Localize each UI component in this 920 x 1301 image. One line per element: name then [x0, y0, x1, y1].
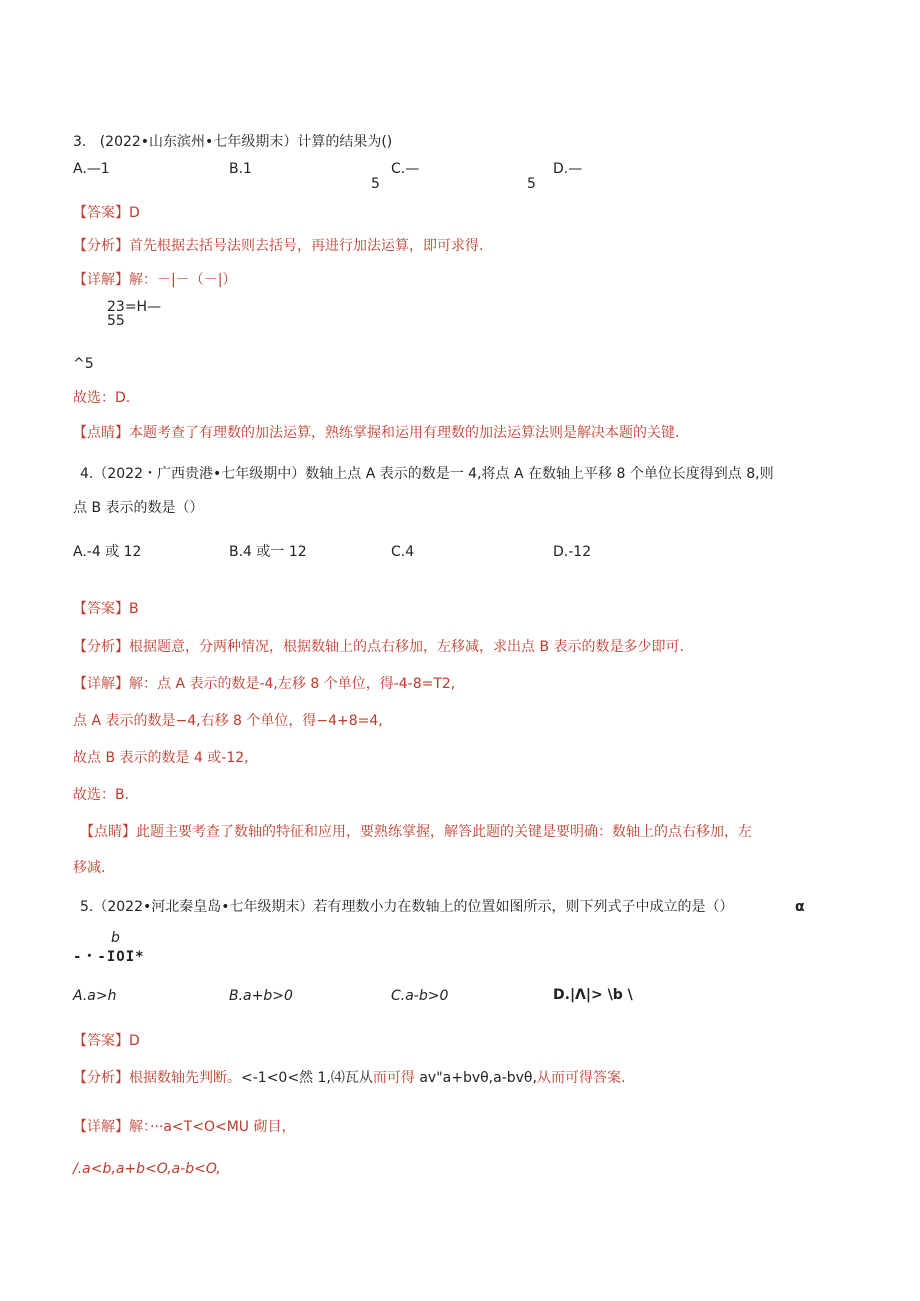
q4-detail-line1: 【详解】解：点 A 表示的数是-4,左移 8 个单位，得-4-8=T2, [73, 676, 456, 692]
q5-option-b: B.a+b>0 [229, 988, 293, 1004]
q4-choose: 故选：B. [73, 787, 130, 803]
q3-answer: 【答案】D [73, 205, 140, 221]
q5-analysis-part1: 【分析】根据数轴先判断。 [73, 1070, 241, 1086]
q5-stem-tail: α [795, 899, 805, 915]
q5-option-a: A.a>h [73, 988, 117, 1004]
q5-analysis-part3: 而可得 [372, 1070, 415, 1086]
q4-comment-line1: 【点睛】此题主要考查了数轴的特征和应用，要熟练掌握，解答此题的关键是要明确：数轴上的点右移加，左 [80, 824, 752, 840]
q3-comment: 【点睛】本题考查了有理数的加法运算，熟练掌握和运用有理数的加法运算法则是解决本题的关键. [73, 425, 680, 441]
q3-calc-line3: ^5 [73, 356, 94, 372]
q3-option-c-denominator: 5 [371, 176, 380, 192]
q4-option-c: C.4 [391, 544, 415, 560]
q5-stem: 5.（2022•河北秦皇岛•七年级期末）若有理数小力在数轴上的位置如图所示，则下列式子中成立的是（） [80, 899, 734, 915]
q3-detail: 【详解】解：－|－（－|） [73, 272, 237, 288]
q3-analysis: 【分析】首先根据去括号法则去括号，再进行加法运算，即可求得. [73, 238, 484, 254]
q4-detail-line2: 点 A 表示的数是−4,右移 8 个单位，得−4+8=4, [73, 713, 383, 729]
q3-option-d-denominator: 5 [527, 176, 536, 192]
q3-option-a: A.—1 [73, 161, 110, 177]
q4-stem-line1: 4.（2022・广西贵港•七年级期中）数轴上点 A 表示的数是一 4,将点 A 在数轴上平移 8 个单位长度得到点 8,则 [80, 466, 774, 482]
q4-option-d: D.-12 [553, 544, 592, 560]
q3-calc-line1: 23=H— [107, 299, 162, 315]
q5-analysis [73, 1069, 625, 1087]
q3-option-c: C.— [391, 161, 420, 177]
q4-option-b: B.4 或一 12 [229, 544, 307, 560]
q5-analysis-part2: <-1<0<然 1,⑷瓦从 [241, 1070, 373, 1086]
q4-comment-line2: 移减. [73, 860, 106, 876]
q3-option-d: D.— [553, 161, 583, 177]
q5-detail-line2: /.a<b,a+b<O,a-b<O, [73, 1161, 221, 1177]
q5-detail-text: 【详解】解：···a<T<O<MU 砌目， [73, 1119, 296, 1135]
q5-answer: 【答案】D [73, 1033, 140, 1049]
q5-option-d: D.|Λ|> \b \ [553, 987, 633, 1003]
q4-detail-line3: 故点 B 表示的数是 4 或-12, [73, 750, 249, 766]
q4-stem-line2: 点 B 表示的数是（） [73, 500, 204, 516]
q4-option-a: A.-4 或 12 [73, 544, 142, 560]
q5-number-line-figure: -・-IOI* [73, 949, 145, 965]
q4-analysis: 【分析】根据题意，分两种情况，根据数轴上的点右移加，左移减，求出点 B 表示的数是多少即可. [73, 639, 684, 655]
q5-option-c: C.a-b>0 [391, 988, 449, 1004]
q4-answer: 【答案】B [73, 601, 139, 617]
q3-calc-line2: 55 [107, 313, 125, 329]
q5-analysis-part4: av"a+bvθ,a-bvθ, [419, 1070, 537, 1086]
q3-stem: 3. (2022•山东滨州•七年级期末）计算的结果为() [73, 134, 393, 150]
q5-figure-label-b: b [111, 930, 120, 946]
q5-analysis-part5: 从而可得答案. [536, 1070, 626, 1086]
q3-option-b: B.1 [229, 161, 252, 177]
q3-choose: 故选：D. [73, 390, 131, 406]
q5-detail [73, 1118, 295, 1136]
